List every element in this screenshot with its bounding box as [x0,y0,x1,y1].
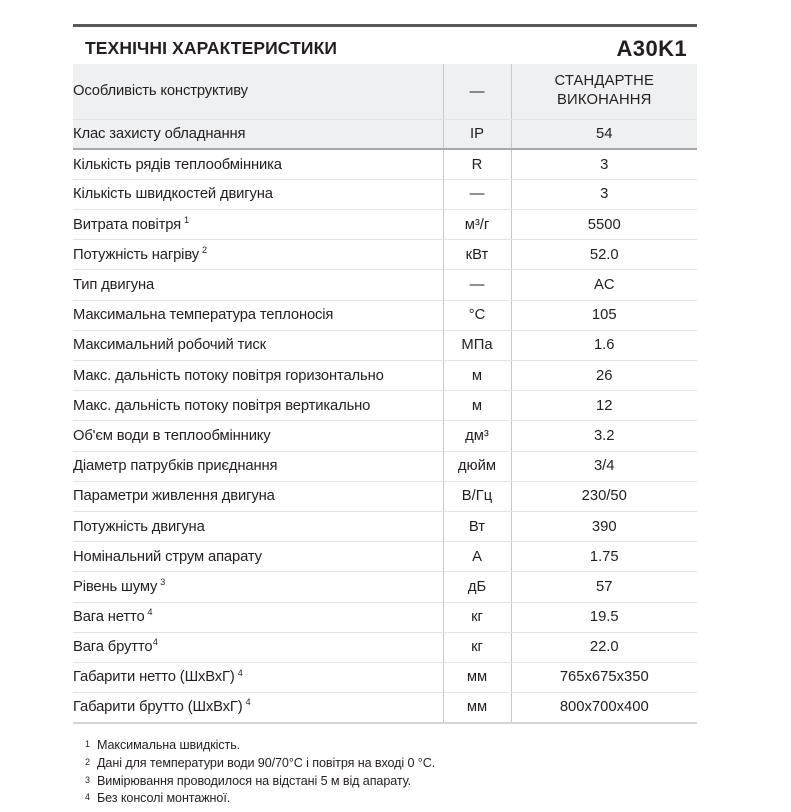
parameter-value: 1.75 [511,542,697,572]
parameter-value: 3 [511,149,697,179]
specifications-table [73,64,697,724]
table-row [73,270,697,300]
table-row [73,119,697,149]
header-unit-label: — [443,64,511,119]
footnote-number: 4 [85,792,90,803]
table-row [73,693,697,723]
parameter-label: Витрата повітря $^1$ [73,210,443,240]
parameter-value: 3 [511,179,697,209]
parameter-value: 765x675x350 [511,662,697,692]
parameter-unit: кг [443,602,511,632]
footnote-marker: 4 [245,697,251,708]
parameter-label: Параметри живлення двигуна [73,481,443,511]
table-row [73,240,697,270]
parameter-unit: м [443,361,511,391]
header-variant-label [511,64,697,119]
parameter-label: Габарити брутто (ШхВхГ) $^4$ [73,693,443,723]
model-name: A30K1 [616,36,687,61]
table-header-row [73,64,697,119]
parameter-value: 26 [511,361,697,391]
footnote-number: 3 [85,774,90,785]
parameter-label: Об'єм води в теплообміннику [73,421,443,451]
parameter-label: Номінальний струм апарату [73,542,443,572]
parameter-value: 22.0 [511,632,697,662]
parameter-label: Тип двигуна [73,270,443,300]
parameter-unit: — [443,270,511,300]
parameter-unit: кВт [443,240,511,270]
parameter-label: Максимальна температура теплоносія [73,300,443,330]
parameter-value: 390 [511,511,697,541]
footnote-marker: 4 [237,667,243,678]
parameter-label: Рівень шуму $^3$ [73,572,443,602]
footnotes-list [73,737,697,809]
parameter-unit: °C [443,300,511,330]
parameter-label: Макс. дальність потоку повітря вертикально [73,391,443,421]
parameter-label: Діаметр патрубків приєднання [73,451,443,481]
parameter-unit: IP [443,119,511,149]
parameter-value: 3.2 [511,421,697,451]
parameter-unit: дБ [443,572,511,602]
table-row [73,391,697,421]
footnote-marker: 3 [160,576,166,587]
parameter-unit: дм³ [443,421,511,451]
table-row [73,149,697,179]
spec-table-container [73,24,697,808]
parameter-label: Кількість швидкостей двигуна [73,179,443,209]
footnote-item [85,755,697,773]
header-variant-line1: СТАНДАРТНЕ [554,73,654,90]
footnote-item [85,773,697,791]
table-row [73,361,697,391]
parameter-unit: м [443,391,511,421]
parameter-value: 105 [511,300,697,330]
parameter-label: Макс. дальність потоку повітря горизонтально [73,361,443,391]
parameter-unit: кг [443,632,511,662]
header-parameter-label: Особливість конструктиву [73,64,443,119]
parameter-value: 19.5 [511,602,697,632]
parameter-label: Максимальний робочий тиск [73,330,443,360]
footnote-number: 1 [85,738,90,749]
footnote-text: Без консолі монтажної. [97,791,231,806]
table-row [73,542,697,572]
parameter-unit: мм [443,662,511,692]
parameter-value: 800x700x400 [511,693,697,723]
parameter-value: 57 [511,572,697,602]
parameter-value: 52.0 [511,240,697,270]
table-row [73,300,697,330]
header-variant-line2: ВИКОНАННЯ [557,92,652,109]
table-row [73,662,697,692]
parameter-value: 3/4 [511,451,697,481]
table-row [73,451,697,481]
parameter-unit: Вт [443,511,511,541]
footnote-number: 2 [85,756,90,767]
table-row [73,179,697,209]
footnote-marker: 4 [147,607,153,618]
parameter-label: Потужність нагріву $^2$ [73,240,443,270]
parameter-label: Вага брутто$^4$ [73,632,443,662]
spec-title-bar [73,24,697,64]
footnote-item [85,790,697,808]
parameter-label: Габарити нетто (ШхВхГ) $^4$ [73,662,443,692]
parameter-label: Кількість рядів теплообмінника [73,149,443,179]
parameter-label: Потужність двигуна [73,511,443,541]
parameter-unit: — [443,179,511,209]
table-row [73,481,697,511]
parameter-unit: мм [443,693,511,723]
table-row [73,210,697,240]
parameter-value: 5500 [511,210,697,240]
parameter-unit: м³/г [443,210,511,240]
parameter-value: 1.6 [511,330,697,360]
footnote-marker: 1 [184,214,190,225]
parameter-value: 54 [511,119,697,149]
table-row [73,572,697,602]
parameter-unit: R [443,149,511,179]
footnote-text: Максимальна швидкість. [97,737,241,752]
parameter-value: 230/50 [511,481,697,511]
spec-table-body [73,64,697,723]
footnote-marker: 4 [152,637,158,648]
parameter-value: AC [511,270,697,300]
footnote-item [85,737,697,755]
parameter-unit: дюйм [443,451,511,481]
footnote-text: Дані для температури води 90/70°C і повітря на вході 0 °C. [97,755,436,770]
table-row [73,511,697,541]
parameter-unit: В/Гц [443,481,511,511]
parameter-unit: А [443,542,511,572]
footnote-marker: 2 [201,244,207,255]
parameter-label: Вага нетто $^4$ [73,602,443,632]
table-row [73,632,697,662]
table-row [73,330,697,360]
parameter-value: 12 [511,391,697,421]
parameter-label: Клас захисту обладнання [73,119,443,149]
parameter-unit: МПа [443,330,511,360]
table-row [73,421,697,451]
footnote-text: Вимірювання проводилося на відстані 5 м від апарату. [97,773,411,788]
page-title: ТЕХНІЧНІ ХАРАКТЕРИСТИКИ [85,37,338,58]
table-row [73,602,697,632]
